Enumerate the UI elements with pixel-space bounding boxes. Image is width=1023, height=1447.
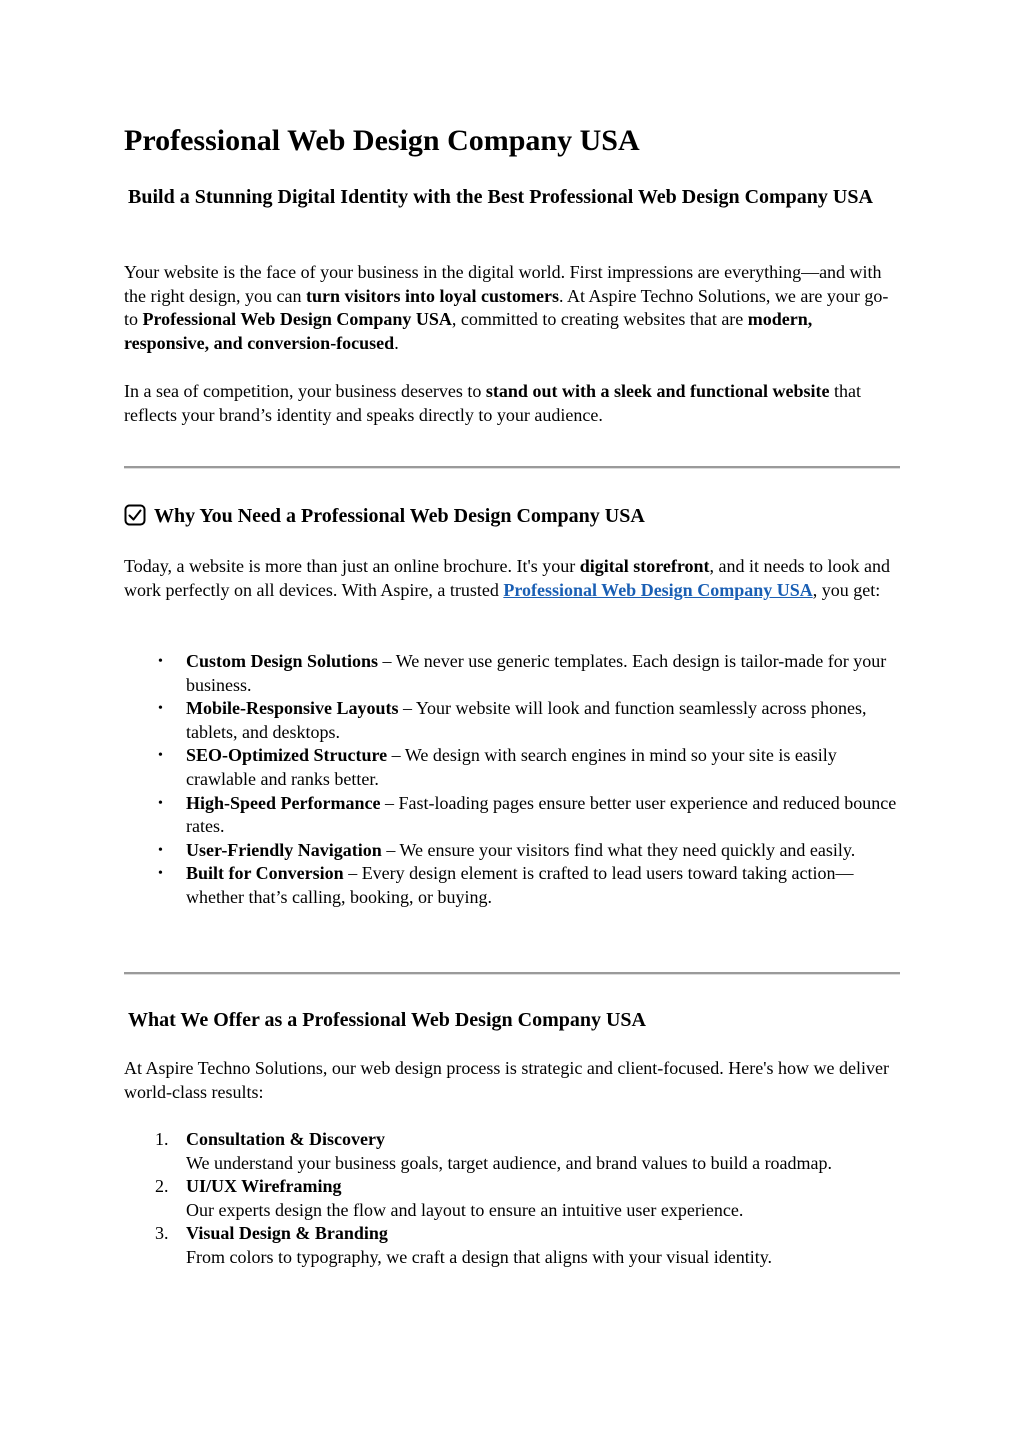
bullet-icon: • — [158, 701, 163, 717]
list-item-number: 1. — [155, 1129, 169, 1149]
list-item — [124, 1128, 900, 1175]
check-box-icon — [124, 504, 146, 526]
list-item — [124, 862, 900, 909]
list-item-title: UI/UX Wireframing — [186, 1176, 342, 1197]
bullet-icon: • — [158, 842, 163, 858]
process-list — [124, 1128, 900, 1270]
page-title: Professional Web Design Company USA — [124, 124, 640, 157]
list-item-title: SEO-Optimized Structure — [186, 745, 388, 766]
list-item — [124, 744, 900, 791]
why-text: Today, a website is more than just an online brochure. It's your — [124, 556, 580, 576]
section-divider — [124, 972, 900, 975]
list-item-title: Built for Conversion — [186, 863, 344, 884]
why-text: , and it needs to look and work perfectly on all devices. With Aspire, a trusted — [124, 556, 891, 600]
list-item — [124, 697, 900, 744]
list-item-number: 2. — [155, 1176, 169, 1197]
intro-emphasis: modern, responsive, and conversion-focused — [124, 309, 813, 353]
list-item-text: – We ensure your visitors find what they need quickly and easily. — [381, 839, 856, 860]
list-item — [124, 1222, 900, 1269]
intro-text: . At Aspire Techno Solutions, we are your go-to — [124, 285, 889, 330]
intro-paragraph-1 — [124, 261, 900, 355]
bullet-icon: • — [158, 795, 163, 811]
list-item — [124, 792, 900, 839]
list-item-title: High-Speed Performance — [186, 792, 381, 813]
list-item — [124, 1175, 900, 1222]
why-emphasis: digital storefront — [579, 556, 710, 576]
intro-emphasis: stand out with a sleek and functional website — [485, 381, 830, 401]
intro-emphasis: Professional Web Design Company USA — [142, 309, 452, 330]
offer-heading: What We Offer as a Professional Web Design Company USA — [128, 1009, 646, 1031]
list-item-description: We understand your business goals, target audience, and brand values to build a roadmap. — [186, 1152, 833, 1173]
list-item-text: – Fast-loading pages ensure better user experience and reduced bounce rates. — [186, 792, 897, 837]
list-item — [124, 839, 900, 863]
offer-paragraph: At Aspire Techno Solutions, our web design process is strategic and client-focused. Here's how we deliver world-class results: — [124, 1058, 889, 1102]
intro-paragraph-2 — [124, 380, 900, 427]
why-text: , you get: — [812, 579, 881, 600]
list-item-description: From colors to typography, we craft a design that aligns with your visual identity. — [186, 1246, 773, 1267]
intro-emphasis: turn visitors into loyal customers — [305, 285, 559, 306]
list-item-number: 3. — [155, 1223, 169, 1244]
list-item-title: Custom Design Solutions — [186, 651, 379, 671]
why-heading — [124, 503, 900, 530]
list-item — [124, 650, 900, 697]
intro-text: , committed to creating websites that are — [451, 309, 748, 330]
intro-text: In a sea of competition, your business deserves to — [124, 381, 486, 401]
intro-text: . — [394, 332, 399, 353]
list-item-text: – We never use generic templates. Each design is tailor-made for your business. — [186, 651, 887, 695]
section-divider — [124, 466, 900, 469]
professional-web-design-link[interactable]: Professional Web Design Company USA — [503, 579, 813, 600]
benefits-list — [124, 650, 900, 910]
bullet-icon: • — [158, 748, 163, 764]
intro-text: that reflects your brand’s identity and speaks directly to your audience. — [124, 381, 861, 425]
bullet-icon: • — [158, 866, 163, 882]
list-item-text: – Your website will look and function seamlessly across phones, tablets, and desktops. — [186, 698, 867, 742]
subtitle-heading: Build a Stunning Digital Identity with the Best Professional Web Design Company USA — [128, 186, 873, 208]
why-heading-text: Why You Need a Professional Web Design Company USA — [154, 505, 645, 527]
why-paragraph — [124, 555, 900, 602]
list-item-title: User-Friendly Navigation — [186, 839, 382, 860]
list-item-text: – Every design element is crafted to lead users toward taking action—whether that’s calling, booking, or buying. — [186, 863, 854, 907]
list-item-title: Mobile-Responsive Layouts — [186, 698, 399, 719]
list-item-description: Our experts design the flow and layout to ensure an intuitive user experience. — [186, 1199, 744, 1220]
intro-text: Your website is the face of your business in the digital world. First impressions are everything—and with the right design, you can — [124, 262, 882, 306]
bullet-icon: • — [158, 654, 163, 669]
list-item-title: Consultation & Discovery — [186, 1129, 385, 1149]
list-item-title: Visual Design & Branding — [186, 1223, 388, 1244]
list-item-text: – We design with search engines in mind so your site is easily crawlable and ranks better. — [186, 745, 837, 789]
